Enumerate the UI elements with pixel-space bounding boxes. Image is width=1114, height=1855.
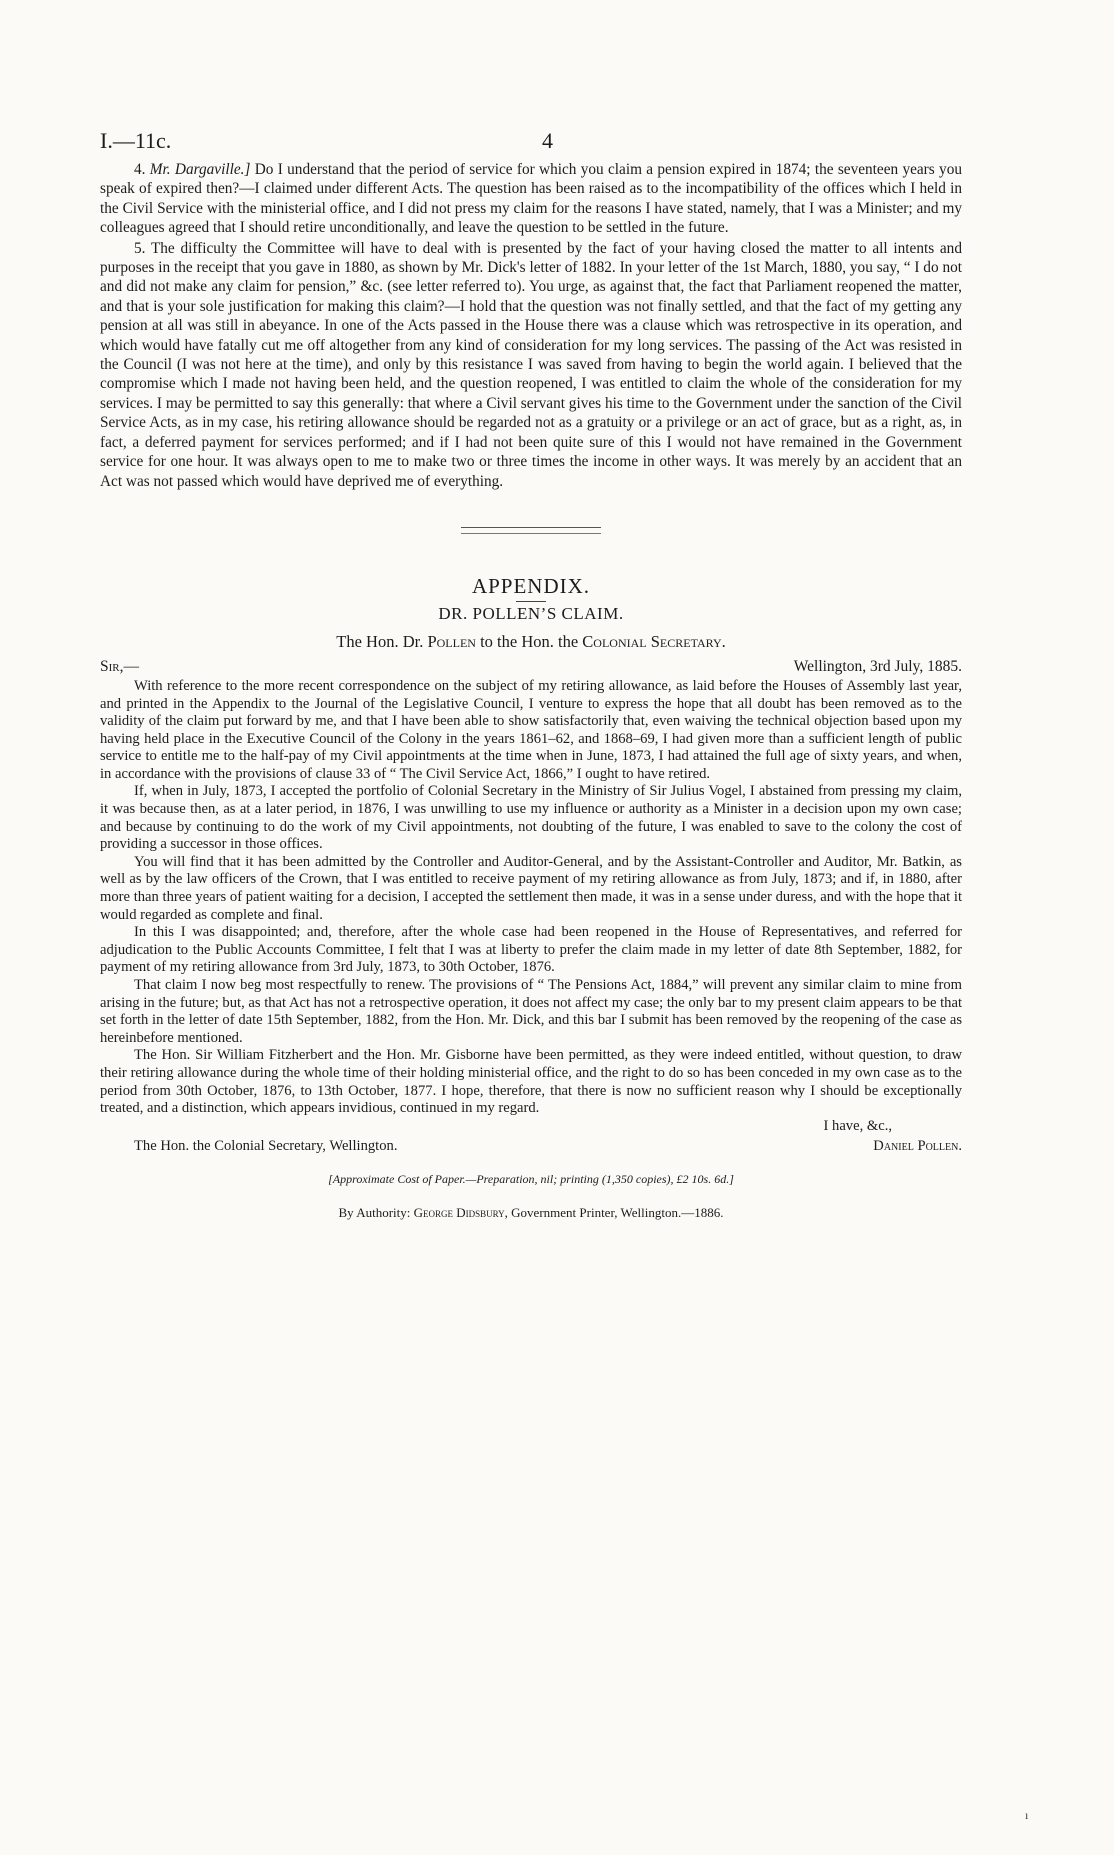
closing-phrase: I have, &c., xyxy=(823,1117,892,1134)
question-number: 5. xyxy=(134,239,146,257)
letter-heading xyxy=(100,632,962,652)
question-number: 4. xyxy=(134,161,146,178)
cost-text: [Approximate Cost of Paper.—Preparation, nil; printing (1,350 copies), £2 10s. 6d.] xyxy=(328,1171,734,1186)
page-mark: ı xyxy=(1025,1808,1029,1822)
question-text: The difficulty the Committee will have to deal with is presented by the fact of your having closed the matter to all intents and purposes in the receipt that you gave in 1880, as shown by Mr. Dick's letter of 1882. In your letter of the 1st March, 1880, you say, “ I do not and did not make any claim for pension,” &c. (see letter referred to). You urge, as against that, the fact that Parliament reopened the matter, and that is your sole justification for making this claim?—I hold that the question was not finally settled, and that the fact of my getting any pension at all was still in abeyance. In one of the Acts passed in the House there was a clause which was retrospective in its operation, and which would have fatally cut me off altogether from any kind of consideration for my long services. The passing of the Act was resisted in the Council (I was not here at the time), and only by this resistance I was saved from having to begin the world again. I believed that the compromise which I made not having been held, and the question reopened, I was entitled to claim the whole of the consideration for my services. I may be permitted to say this generally: that where a Civil servant gives his time to the Government under the sanction of the Civil Service Acts, as in my case, his retiring allowance should be regarded not as a gratuity or a privilege or an act of grace, but as a right, as, in fact, a deferred payment for services performed; and if I had not been quite sure of this I would not have remained in the Government service for one hour. It was always open to me to make two or three times the income in other ways. It was merely by an accident that an Act was not passed which would have deprived me of everything. xyxy=(100,239,962,490)
speaker-name: Mr. Dargaville.] xyxy=(149,161,251,178)
section-divider xyxy=(461,527,601,534)
salutation-line xyxy=(100,658,962,678)
document-reference: I.—11c. xyxy=(100,128,172,153)
evidence-section xyxy=(100,160,962,491)
letter-paragraph: If, when in July, 1873, I accepted the portfolio of Colonial Secretary in the Ministry of Sir Julius Vogel, I abstained from pressing my claim, it was because then, as at a later period, in 1876, I was unwilling to use my influence or authority as a Minister in a decision upon my own case; and because by continuing to do the work of my Civil appointments, not doubting of the future, I was enabled to save to the colony the cost of providing a successor in those offices. xyxy=(100,783,962,853)
letter-paragraph: You will find that it has been admitted by the Controller and Auditor-General, and by the Assistant-Controller and Auditor, Mr. Batkin, as well as by the law officers of the Crown, that I was entitled to receive payment of my retiring allowance as from July, 1873; and if, in 1880, after more than three years of patient waiting for a decision, I accepted the settlement then made, it was in a sense under duress, and with the hope that it would regarded as complete and final. xyxy=(100,853,962,923)
printer-name: George Didsbury xyxy=(413,1204,505,1220)
evidence-question-4 xyxy=(100,160,962,238)
closing-line xyxy=(100,1118,962,1138)
authority-rest: , Government Printer, Wellington.—1886. xyxy=(504,1204,724,1220)
salutation: Sir,— xyxy=(100,657,139,675)
appendix-title: APPENDIX. xyxy=(471,573,591,598)
claim-title: DR. POLLEN’S CLAIM. xyxy=(438,603,624,623)
letter-paragraph: That claim I now beg most respectfully to renew. The provisions of “ The Pensions Act, 1884,” will prevent any similar claim to mine from arising in the future; but, as that Act has not a retrospective operation, it does not affect my case; the only bar to my present claim appears to be that set forth in the letter of date 15th September, 1882, from the Hon. Mr. Dick, and this bar I submit has been removed by the reopening of the case as hereinbefore mentioned. xyxy=(100,977,962,1046)
question-text: Do I understand that the period of service for which you claim a pension expired in 1874; the seventeen years you speak of expired then?—I claimed under different Acts. The question has been raised as to the incompatibility of the offices which I held in the Civil Service with the ministerial office, and I did not press my claim for the reasons I have stated, namely, that I was a Minister; and my colleagues agreed that I should retire unconditionally, and leave the question to be settled in the future. xyxy=(100,161,962,237)
evidence-question-5 xyxy=(100,239,962,491)
letter-paragraph: With reference to the more recent correspondence on the subject of my retiring allowance, as laid before the Houses of Assembly last year, and printed in the Appendix to the Journal of the Legislative Council, I venture to express the hope that all doubt has been removed as to the validity of the claim put forward by me, and that I have been able to show satisfactorily that, even waiving the technical objection based upon my having held place in the Executive Council of the Colony in the years 1861–62, and 1868–69, I had given more than a sufficient length of public service to entitle me to the half-pay of my Civil appointments at the time when in June, 1873, I had attained the full age of sixty years, and when, in accordance with the provisions of clause 33 of “ The Civil Service Act, 1866,” I ought to have retired. xyxy=(100,677,962,782)
addressee-mid: to the Hon. the xyxy=(475,631,583,651)
signature: Daniel Pollen. xyxy=(873,1137,962,1154)
authority-prefix: By Authority: xyxy=(338,1204,414,1220)
title-rule xyxy=(516,601,546,602)
addressee-prefix: The Hon. Dr. xyxy=(336,631,428,651)
page-header xyxy=(100,128,962,160)
letter-body xyxy=(100,678,962,1118)
cost-note xyxy=(100,1172,962,1187)
signature-line xyxy=(100,1138,962,1158)
letter-paragraph: In this I was disappointed; and, therefore, after the whole case had been reopened in the House of Representatives, and referred for adjudication to the Public Accounts Committee, I felt that I was at liberty to prefer the claim made in my letter of date 8th September, 1882, for payment of my retiring allowance from 3rd July, 1873, to 30th October, 1876. xyxy=(100,924,962,976)
document-page xyxy=(100,128,962,1221)
letter-paragraph: The Hon. Sir William Fitzherbert and the Hon. Mr. Gisborne have been permitted, as they were indeed entitled, without question, to draw their retiring allowance during the whole time of their holding ministerial office, and the right to do so has been conceded in my own case as to the period from 30th October, 1876, to 13th October, 1877. I hope, therefore, that there is now no sufficient reason why I should be exceptionally treated, and a distinction, which appears invidious, continued in my regard. xyxy=(100,1047,962,1117)
printer-authority xyxy=(100,1205,962,1221)
addressee-end: . xyxy=(721,631,726,651)
place-date: Wellington, 3rd July, 1885. xyxy=(793,657,962,675)
recipient-line: The Hon. the Colonial Secretary, Wellington. xyxy=(134,1137,398,1154)
addressee-name: Pollen xyxy=(427,631,476,651)
page-number: 4 xyxy=(542,128,553,153)
addressee-office: Colonial Secretary xyxy=(582,631,722,651)
